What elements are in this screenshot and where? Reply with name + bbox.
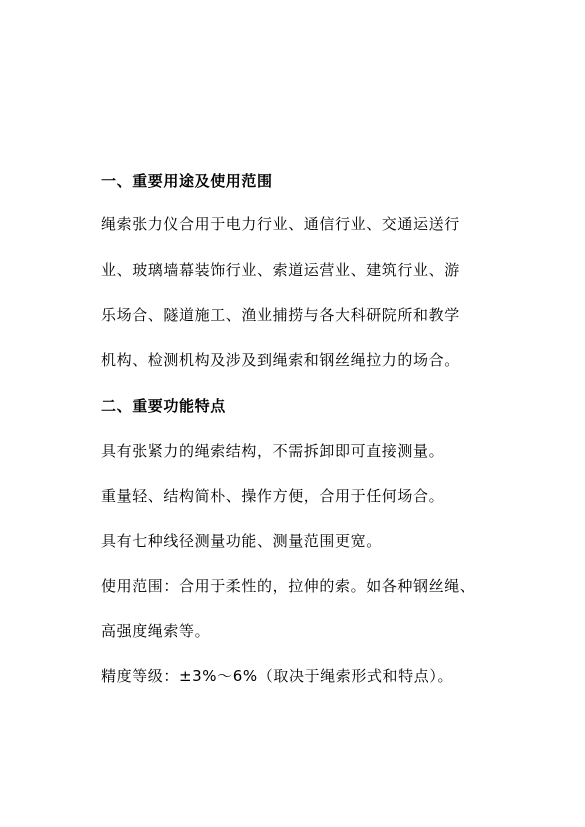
- section-2-line-4: 使用范围：合用于柔性的，拉伸的索。如各种钢丝绳、: [101, 577, 476, 595]
- section-1-line-4: 机构、检测机构及涉及到绳索和钢丝绳拉力的场合。: [101, 351, 460, 369]
- section-1-heading: 一、重要用途及使用范围: [101, 172, 273, 190]
- section-2-line-6: 精度等级：±3%～6%（取决于绳索形式和特点）。: [101, 667, 454, 685]
- section-2-line-3: 具有七种线径测量功能、测量范围更宽。: [101, 532, 382, 550]
- section-1-line-1: 绳索张力仪合用于电力行业、通信行业、交通运送行: [101, 215, 460, 233]
- section-2-line-2: 重量轻、结构简朴、操作方便，合用于任何场合。: [101, 487, 445, 505]
- section-2-line-5: 高强度绳索等。: [101, 622, 211, 640]
- section-1-line-3: 乐场合、隧道施工、渔业捕捞与各大科研院所和教学: [101, 306, 460, 324]
- section-2-line-1: 具有张紧力的绳索结构，不需拆卸即可直接测量。: [101, 442, 445, 460]
- section-2-heading: 二、重要功能特点: [101, 397, 226, 415]
- section-1-line-2: 业、玻璃墙幕装饰行业、索道运营业、建筑行业、游: [101, 261, 460, 279]
